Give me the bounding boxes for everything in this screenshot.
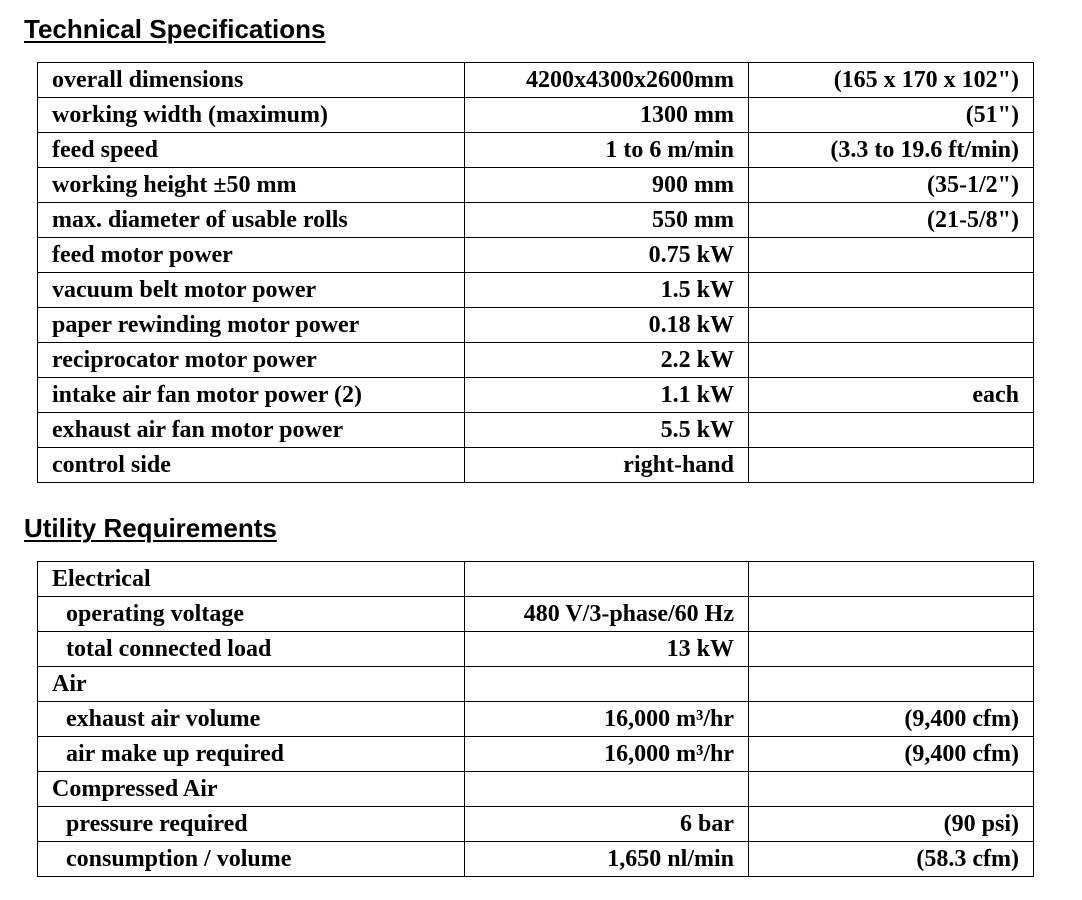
label-cell: Electrical — [38, 562, 465, 597]
value-cell: 6 bar — [465, 807, 749, 842]
label-cell: paper rewinding motor power — [38, 308, 465, 343]
label-cell: control side — [38, 448, 465, 483]
table-row — [38, 702, 1034, 737]
label-cell: working height ±50 mm — [38, 168, 465, 203]
label-cell: Compressed Air — [38, 772, 465, 807]
label-cell: reciprocator motor power — [38, 343, 465, 378]
label-cell: overall dimensions — [38, 63, 465, 98]
value-cell: 5.5 kW — [465, 413, 749, 448]
value-cell: 1,650 nl/min — [465, 842, 749, 877]
label-cell: feed speed — [38, 133, 465, 168]
utility-requirements-table — [37, 561, 1034, 877]
imperial-cell: (9,400 cfm) — [749, 737, 1034, 772]
table-row — [38, 98, 1034, 133]
technical-specifications-heading: Technical Specifications — [24, 14, 326, 44]
value-cell: 480 V/3-phase/60 Hz — [465, 597, 749, 632]
imperial-cell — [749, 273, 1034, 308]
value-cell: 900 mm — [465, 168, 749, 203]
imperial-cell: (9,400 cfm) — [749, 702, 1034, 737]
label-cell: pressure required — [38, 807, 465, 842]
imperial-cell: each — [749, 378, 1034, 413]
label-cell: exhaust air fan motor power — [38, 413, 465, 448]
imperial-cell: (51") — [749, 98, 1034, 133]
table-row — [38, 597, 1034, 632]
label-cell: exhaust air volume — [38, 702, 465, 737]
value-cell: 16,000 m³/hr — [465, 702, 749, 737]
table-row — [38, 203, 1034, 238]
imperial-cell — [749, 772, 1034, 807]
imperial-cell: (165 x 170 x 102") — [749, 63, 1034, 98]
table-row — [38, 737, 1034, 772]
value-cell: 1 to 6 m/min — [465, 133, 749, 168]
table-row — [38, 343, 1034, 378]
label-cell: air make up required — [38, 737, 465, 772]
table-row — [38, 63, 1034, 98]
value-cell: 1.1 kW — [465, 378, 749, 413]
value-cell — [465, 667, 749, 702]
imperial-cell: (3.3 to 19.6 ft/min) — [749, 133, 1034, 168]
table-row — [38, 807, 1034, 842]
table-row — [38, 632, 1034, 667]
value-cell: 4200x4300x2600mm — [465, 63, 749, 98]
value-cell: 1300 mm — [465, 98, 749, 133]
label-cell: working width (maximum) — [38, 98, 465, 133]
value-cell — [465, 772, 749, 807]
utility-requirements-heading: Utility Requirements — [24, 513, 277, 543]
table-row — [38, 378, 1034, 413]
table-row — [38, 842, 1034, 877]
imperial-cell — [749, 562, 1034, 597]
table-row — [38, 238, 1034, 273]
table-row — [38, 168, 1034, 203]
label-cell: consumption / volume — [38, 842, 465, 877]
value-cell: 13 kW — [465, 632, 749, 667]
imperial-cell: (58.3 cfm) — [749, 842, 1034, 877]
imperial-cell — [749, 413, 1034, 448]
imperial-cell — [749, 448, 1034, 483]
table-row — [38, 133, 1034, 168]
imperial-cell — [749, 308, 1034, 343]
label-cell: max. diameter of usable rolls — [38, 203, 465, 238]
table-row — [38, 772, 1034, 807]
table-row — [38, 273, 1034, 308]
table-row — [38, 562, 1034, 597]
value-cell — [465, 562, 749, 597]
technical-specifications-table — [37, 62, 1034, 483]
imperial-cell — [749, 238, 1034, 273]
table-row — [38, 448, 1034, 483]
value-cell: 550 mm — [465, 203, 749, 238]
value-cell: 1.5 kW — [465, 273, 749, 308]
table-row — [38, 413, 1034, 448]
imperial-cell — [749, 667, 1034, 702]
label-cell: total connected load — [38, 632, 465, 667]
imperial-cell — [749, 597, 1034, 632]
value-cell: 16,000 m³/hr — [465, 737, 749, 772]
label-cell: vacuum belt motor power — [38, 273, 465, 308]
value-cell: 0.18 kW — [465, 308, 749, 343]
value-cell: 0.75 kW — [465, 238, 749, 273]
imperial-cell — [749, 343, 1034, 378]
table-row — [38, 308, 1034, 343]
imperial-cell: (21-5/8") — [749, 203, 1034, 238]
label-cell: Air — [38, 667, 465, 702]
table-row — [38, 667, 1034, 702]
value-cell: right-hand — [465, 448, 749, 483]
label-cell: intake air fan motor power (2) — [38, 378, 465, 413]
label-cell: operating voltage — [38, 597, 465, 632]
imperial-cell — [749, 632, 1034, 667]
label-cell: feed motor power — [38, 238, 465, 273]
value-cell: 2.2 kW — [465, 343, 749, 378]
imperial-cell: (90 psi) — [749, 807, 1034, 842]
imperial-cell: (35-1/2") — [749, 168, 1034, 203]
